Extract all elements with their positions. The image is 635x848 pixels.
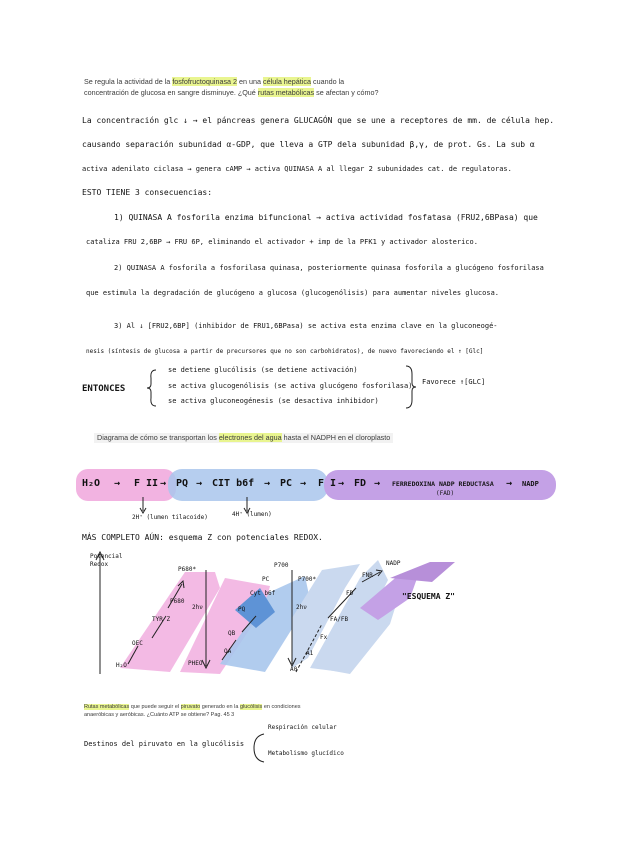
chain-arrow-icon: → (196, 478, 203, 489)
chain-fotosistema-1: F I (318, 478, 337, 489)
z-fafb: FA/FB (330, 616, 349, 623)
answer1-line: ESTO TIENE 3 consecuencias: (82, 188, 213, 197)
consequence-1-line: 1) QUINASA A fosforila enzima bifuncional → activa actividad fosfatasa (FRU2,6BPasa) que (114, 213, 538, 222)
answer1-line: La concentración glc ↓ → el páncreas genera GLUCAGÓN que se une a receptores de mm. de célula hep. (82, 116, 555, 125)
favorece-label: Favorece ↑[GLC] (422, 378, 486, 386)
z-a0: A0 (290, 666, 298, 673)
z-fnr: FNR (362, 572, 373, 579)
chain-fnr: FERREDOXINA NADP REDUCTASA (392, 480, 494, 488)
chain-arrow-icon: → (506, 478, 513, 489)
chain-h2o: H₂O (82, 478, 101, 489)
z-fd: FD (346, 590, 354, 597)
entonces-item: se detiene glucólisis (se detiene activación) (168, 366, 358, 374)
question1-line1: Se regula la actividad de la fosfofructoquinasa 2 en una célula hepática cuando la (84, 77, 345, 86)
consequence-2-line: 2) QUINASA A fosforila a fosforilasa quinasa, posteriormente quinasa fosforila a glucógeno fosforilasa (114, 264, 544, 272)
answer3-stem: Destinos del piruvato en la glucólisis (84, 740, 245, 748)
chain-cytochrome: CIT b6f (212, 478, 255, 489)
answer3-option: Metabolismo glucídico (268, 750, 344, 757)
z-pc: PC (262, 576, 270, 583)
chain-arrow-icon: → (338, 478, 345, 489)
z-p700: P700 (274, 562, 289, 569)
entonces-label: ENTONCES (82, 384, 126, 394)
chain-arrow-icon: → (374, 478, 381, 489)
question2: Diagrama de cómo se transportan los electrones del agua hasta el NADPH en el cloroplasto (94, 433, 393, 443)
chain-fnr-abbr: (FAD) (436, 490, 455, 497)
consequence-3-line: nesis (síntesis de glucosa a partir de precursores que no son carbohidratos), de nuevo favoreciendo el ↑ [Glc] (86, 348, 484, 355)
entonces-item: se activa glucogenólisis (se activa glucógeno fosforilasa) (168, 382, 413, 390)
z-p680: P680 (170, 598, 185, 605)
chain-fd: FD (354, 478, 367, 489)
consequence-1-line: cataliza FRU 2,6BP → FRU 6P, eliminando el activador + imp de la PFK1 y activador alosterico. (86, 238, 478, 246)
answer1-line: activa adenilato ciclasa → genera cAMP → activa QUINASA A al llegar 2 subunidades cat. de regulatoras. (82, 165, 512, 173)
z-fx: Fx (320, 634, 328, 641)
question1-line2: concentración de glucosa en sangre disminuye. ¿Qué rutas metabólicas se afectan y cómo? (84, 88, 379, 97)
z-hv2: 2hν (296, 604, 307, 611)
z-qb: QB (228, 630, 236, 637)
left-brace (146, 368, 160, 408)
y-axis-label: Potencial Redox (90, 553, 123, 568)
consequence-2-line: que estimula la degradación de glucógeno a glucosa (glucogenólisis) para aumentar niveles glucosa. (86, 289, 500, 297)
consequence-3-line: 3) Al ↓ [FRU2,6BP] (inhibidor de FRU1,6BPasa) se activa esta enzima clave en la gluconeogé- (114, 322, 498, 330)
z-pq: PQ (238, 606, 246, 613)
protons-label-2: 4H⁺ (lumen) (232, 511, 272, 518)
chain-pq: PQ (176, 478, 189, 489)
z-a1: A1 (306, 650, 314, 657)
z-cyt: Cyt b6f (250, 590, 276, 597)
z-p680star: P680* (178, 566, 197, 573)
z-pheo: PHEO (188, 660, 203, 667)
z-hv1: 2hν (192, 604, 203, 611)
entonces-item: se activa gluconeogénesis (se desactiva inhibidor) (168, 397, 379, 405)
z-qa: QA (224, 648, 232, 655)
answer3-option: Respiración celular (268, 724, 337, 731)
chain-nadp: NADP (522, 480, 539, 488)
question3: Rutas metabólicas que puede seguir el piruvato generado en la glucólisis en condiciones anaeróbicas y aeróbicas. ¿Cuánto ATP se obtiene? Pag. 45 3 (84, 704, 301, 718)
protons-label-1: 2H⁺ (lumen tilacoide) (132, 514, 208, 521)
z-scheme-label: "ESQUEMA Z" (402, 592, 455, 601)
answer1-line: causando separación subunidad α-GDP, que lleva a GTP dela subunidad β,γ, de prot. Gs. La sub α (82, 140, 535, 149)
chain-arrow-icon: → (160, 478, 167, 489)
z-h2o: H₂O (116, 662, 127, 669)
chain-arrow-icon: → (114, 478, 121, 489)
chain-arrow-icon: → (300, 478, 307, 489)
z-oec: OEC (132, 640, 143, 647)
z-scheme-heading: MÁS COMPLETO AÚN: esquema Z con potenciales REDOX. (82, 533, 323, 542)
chain-arrow-icon: → (264, 478, 271, 489)
z-tyrz: TYR Z (152, 616, 171, 623)
answer3-bracket (248, 730, 268, 766)
right-brace (404, 364, 418, 410)
chain-pc: PC (280, 478, 293, 489)
z-nadp: NADP (386, 560, 401, 567)
chain-fotosistema-2: F II (134, 478, 159, 489)
z-scheme-diagram (60, 548, 540, 688)
z-p700star: P700* (298, 576, 317, 583)
